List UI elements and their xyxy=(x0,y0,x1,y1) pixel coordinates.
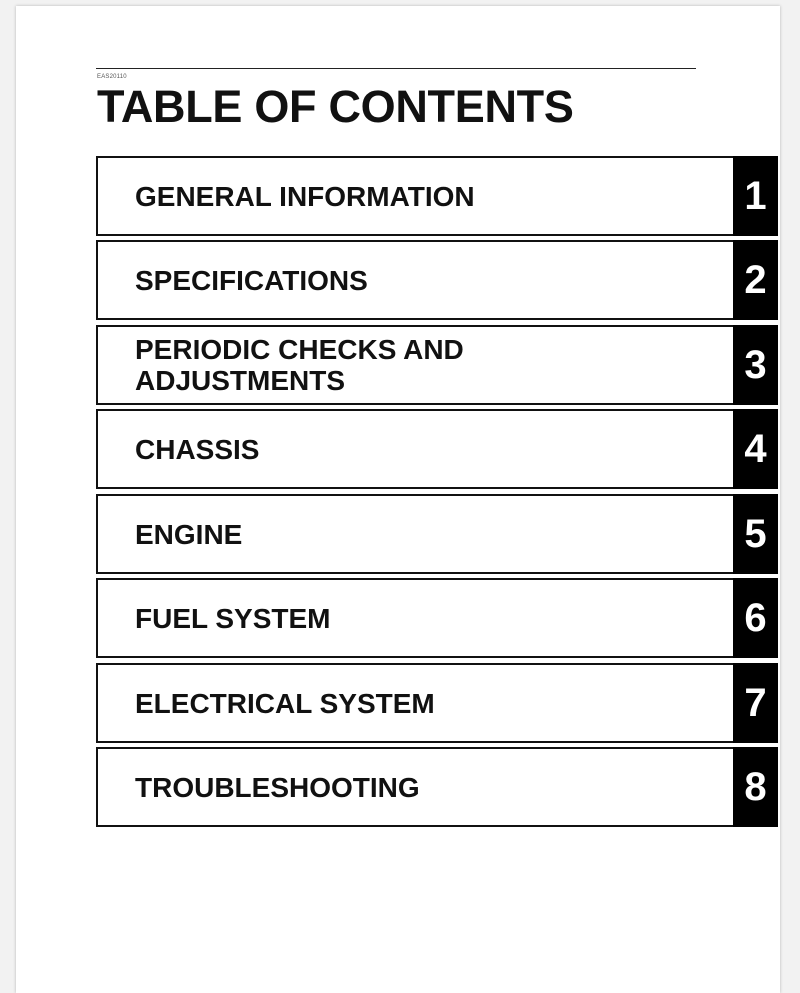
chapter-tab[interactable]: 1 xyxy=(733,156,778,236)
toc-item-label: PERIODIC CHECKS AND ADJUSTMENTS xyxy=(135,334,464,396)
toc-item-label: SPECIFICATIONS xyxy=(135,264,368,296)
toc-item-label: CHASSIS xyxy=(135,433,260,465)
toc-item-box xyxy=(96,156,735,236)
toc-item-box xyxy=(96,663,735,743)
toc-item-general-information[interactable] xyxy=(96,156,778,236)
toc-item-box xyxy=(96,578,735,658)
toc-item-periodic-checks[interactable] xyxy=(96,325,778,405)
toc-item-engine[interactable] xyxy=(96,494,778,574)
toc-item-electrical-system[interactable] xyxy=(96,663,778,743)
toc-item-label: GENERAL INFORMATION xyxy=(135,180,475,212)
toc-item-specifications[interactable] xyxy=(96,240,778,320)
toc-item-label: ELECTRICAL SYSTEM xyxy=(135,687,435,719)
chapter-tab[interactable]: 2 xyxy=(733,240,778,320)
toc-item-label: ENGINE xyxy=(135,518,243,550)
toc-item-box xyxy=(96,325,735,405)
toc-item-troubleshooting[interactable] xyxy=(96,747,778,827)
chapter-tab[interactable]: 7 xyxy=(733,663,778,743)
chapter-tab[interactable]: 4 xyxy=(733,409,778,489)
chapter-tab[interactable]: 5 xyxy=(733,494,778,574)
toc-item-box xyxy=(96,240,735,320)
document-code: EAS20110 xyxy=(97,74,127,80)
toc-item-box xyxy=(96,409,735,489)
page-title: TABLE OF CONTENTS xyxy=(97,81,574,132)
chapter-tab[interactable]: 3 xyxy=(733,325,778,405)
toc-item-box xyxy=(96,494,735,574)
toc-item-label: TROUBLESHOOTING xyxy=(135,771,420,803)
toc-item-box xyxy=(96,747,735,827)
toc-item-chassis[interactable] xyxy=(96,409,778,489)
header-rule xyxy=(96,68,696,69)
toc-item-fuel-system[interactable] xyxy=(96,578,778,658)
toc-item-label: FUEL SYSTEM xyxy=(135,602,331,634)
chapter-tab[interactable]: 8 xyxy=(733,747,778,827)
chapter-tab[interactable]: 6 xyxy=(733,578,778,658)
